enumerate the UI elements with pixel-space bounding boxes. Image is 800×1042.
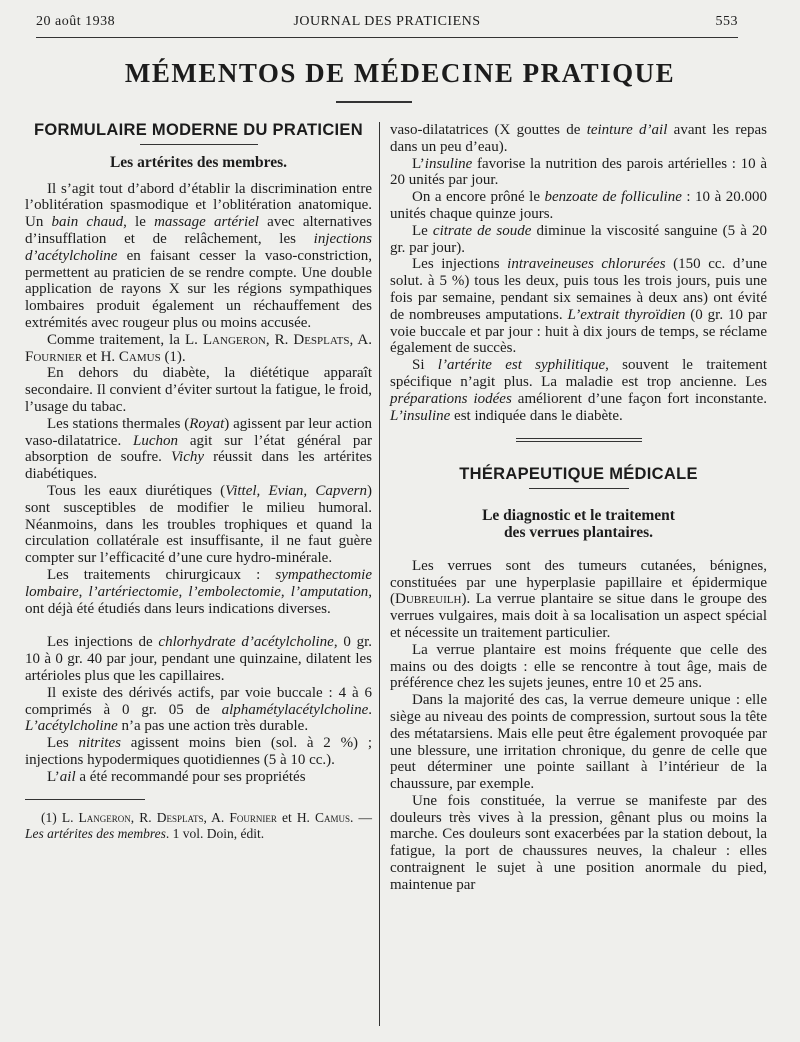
article-title-verrues-2: des verrues plantaires. <box>503 523 654 541</box>
paragraph: L’insuline favorise la nutrition des parois artérielles : 10 à 20 unités par jour. <box>390 155 767 189</box>
right-column <box>390 122 767 894</box>
paragraph: En dehors du diabète, la diététique apparaît secondaire. Il convient d’éviter surtout la fatigue, le froid, l’usage du tabac. <box>25 365 372 415</box>
paragraph: Les injections intraveineuses chlorurées (150 cc. d’une solut. à 5 %) tous les deux, puis tous les trois jours, puis une fois par semaine, pendant six semaines à deux ans) ont évité de nombreuses amputations. L’extrait thyroïdien (0 gr. 10 par voie buccale et par jour : huit à dix jours de temps, se réclame également de succès. <box>390 256 768 357</box>
paragraph: Le citrate de soude diminue la viscosité sanguine (5 à 20 gr. par jour). <box>390 222 768 256</box>
title-rule <box>336 101 412 103</box>
footnote: (1) L. Langeron, R. Desplats, A. Fournier et H. Camus. — Les artérites des membres. 1 vol. Doin, édit. <box>25 810 372 842</box>
paragraph: Si l’artérite est syphilitique, souvent le traitement spécifique n’agit plus. La maladie est trop ancienne. Les préparations iodées améliorent d’une façon fort inconstante. L’insuline est indiquée dans le diabète. <box>390 357 768 424</box>
paragraph: La verrue plantaire est moins fréquente que celle des mains ou des doigts : elle se rencontre à tout âge, mais de préférence chez les sujets jeunes, entre 10 et 25 ans. <box>390 641 767 692</box>
running-head <box>36 14 738 34</box>
issue-date: 20 août 1938 <box>36 14 116 29</box>
paragraph: Tous les eaux diurétiques (Vittel, Evian, Capvern) sont susceptibles de modifier le milieu humoral. Néanmoins, dans les troubles trophiques et quand la circulation collatérale est insuffisante, il ne faut guère compter sur l’efficacité d’une cure hydro-minérale. <box>25 482 372 567</box>
paragraph: Les injections de chlorhydrate d’acétylcholine, 0 gr. 10 à 0 gr. 40 par jour, pendant une quinzaine, dilatent les artérioles plus que les capillaires. <box>25 634 373 684</box>
paragraph: Les traitements chirurgicaux : sympathectomie lombaire, l’artériectomie, l’embolectomie, l’amputation, ont déjà été étudiés dans leurs indications diverses. <box>25 566 373 617</box>
paragraph: Dans la majorité des cas, la verrue demeure unique : elle siège au niveau des points de compression, surtout sous la tête des métatarsiens. Mais elle peut être également provoquée par une blessure, une irritation chronique, du genre de celle que peut déterminer une pointe saillant à l’intérieur de la chaussure, par exemple. <box>390 692 767 793</box>
column-divider <box>379 122 380 1026</box>
paragraph: Il s’agit tout d’abord d’établir la discrimination entre l’oblitération spasmodique et l’oblitération anatomique. Un bain chaud, le massage artériel avec alternatives d’insufflation et de relâchement, les injections d’acétylcholine en faisant cesser la vaso-constriction, permettent au praticien de se rendre compte. Une double application de rayons X sur les régions sympathiques lombaires produit également un réchauffement des extrémités avec rougeur plus ou moins accusée. <box>25 180 372 331</box>
paragraph: vaso-dilatatrices (X gouttes de teinture d’ail avant les repas dans un peu d’eau). <box>390 122 767 155</box>
section-title-therapeutique: THÉRAPEUTIQUE MÉDICALE <box>459 465 698 484</box>
paragraph: Il existe des dérivés actifs, par voie buccale : 4 à 6 comprimés à 0 gr. 05 de alphamétylacétylcholine. L’acétylcholine n’a pas une action très durable. <box>25 684 372 735</box>
section-title-formulaire: FORMULAIRE MODERNE DU PRATICIEN <box>34 121 363 139</box>
journal-title: JOURNAL DES PRATICIENS <box>293 14 481 29</box>
paragraph: L’ail a été recommandé pour ses propriétés <box>47 768 306 785</box>
paragraph: Les nitrites agissent moins bien (sol. à 2 %) ; injections hypodermiques quotidiennes (5 à 10 cc.). <box>25 735 372 768</box>
section-rule <box>529 488 629 489</box>
paragraph: Comme traitement, la L. Langeron, R. Desplats, A. Fournier et H. Camus (1). <box>25 331 372 365</box>
page-number: 553 <box>715 14 738 29</box>
paragraph: Les stations thermales (Royat) agissent par leur action vaso-dilatatrice. Luchon agit sur l’état général par absorption de soufre. Vichy réussit dans les artérites diabétiques. <box>25 415 373 483</box>
article-title-verrues-1: Le diagnostic et le traitement <box>482 507 675 525</box>
section-separator <box>516 438 642 442</box>
article-title-arterites: Les artérites des membres. <box>109 153 288 171</box>
main-title: MÉMENTOS DE MÉDECINE PRATIQUE <box>124 58 676 88</box>
paragraph: Les verrues sont des tumeurs cutanées, bénignes, constituées par une hyperplasie papillaire et épidermique (Dubreuilh). La verrue plantaire se situe dans le groupe des verrues vulgaires, mais doit à sa localisation un aspect spécial et nécessite un traitement particulier. <box>390 557 767 641</box>
header-rule <box>36 37 738 38</box>
section-rule <box>140 144 258 145</box>
footnote-rule <box>25 799 145 800</box>
left-column <box>25 122 372 842</box>
paragraph: On a encore prôné le benzoate de folliculine : 10 à 20.000 unités chaque quinze jours. <box>390 189 767 222</box>
paragraph: Une fois constituée, la verrue se manifeste par des douleurs très vives à la pression, gênant plus ou moins la marche. Ces douleurs sont exacerbées par la station debout, la fatigue, la port de chaussures neuves, la chaleur : elles contraignent le sujet à une position anormale du pied, maintenue par <box>390 792 767 893</box>
